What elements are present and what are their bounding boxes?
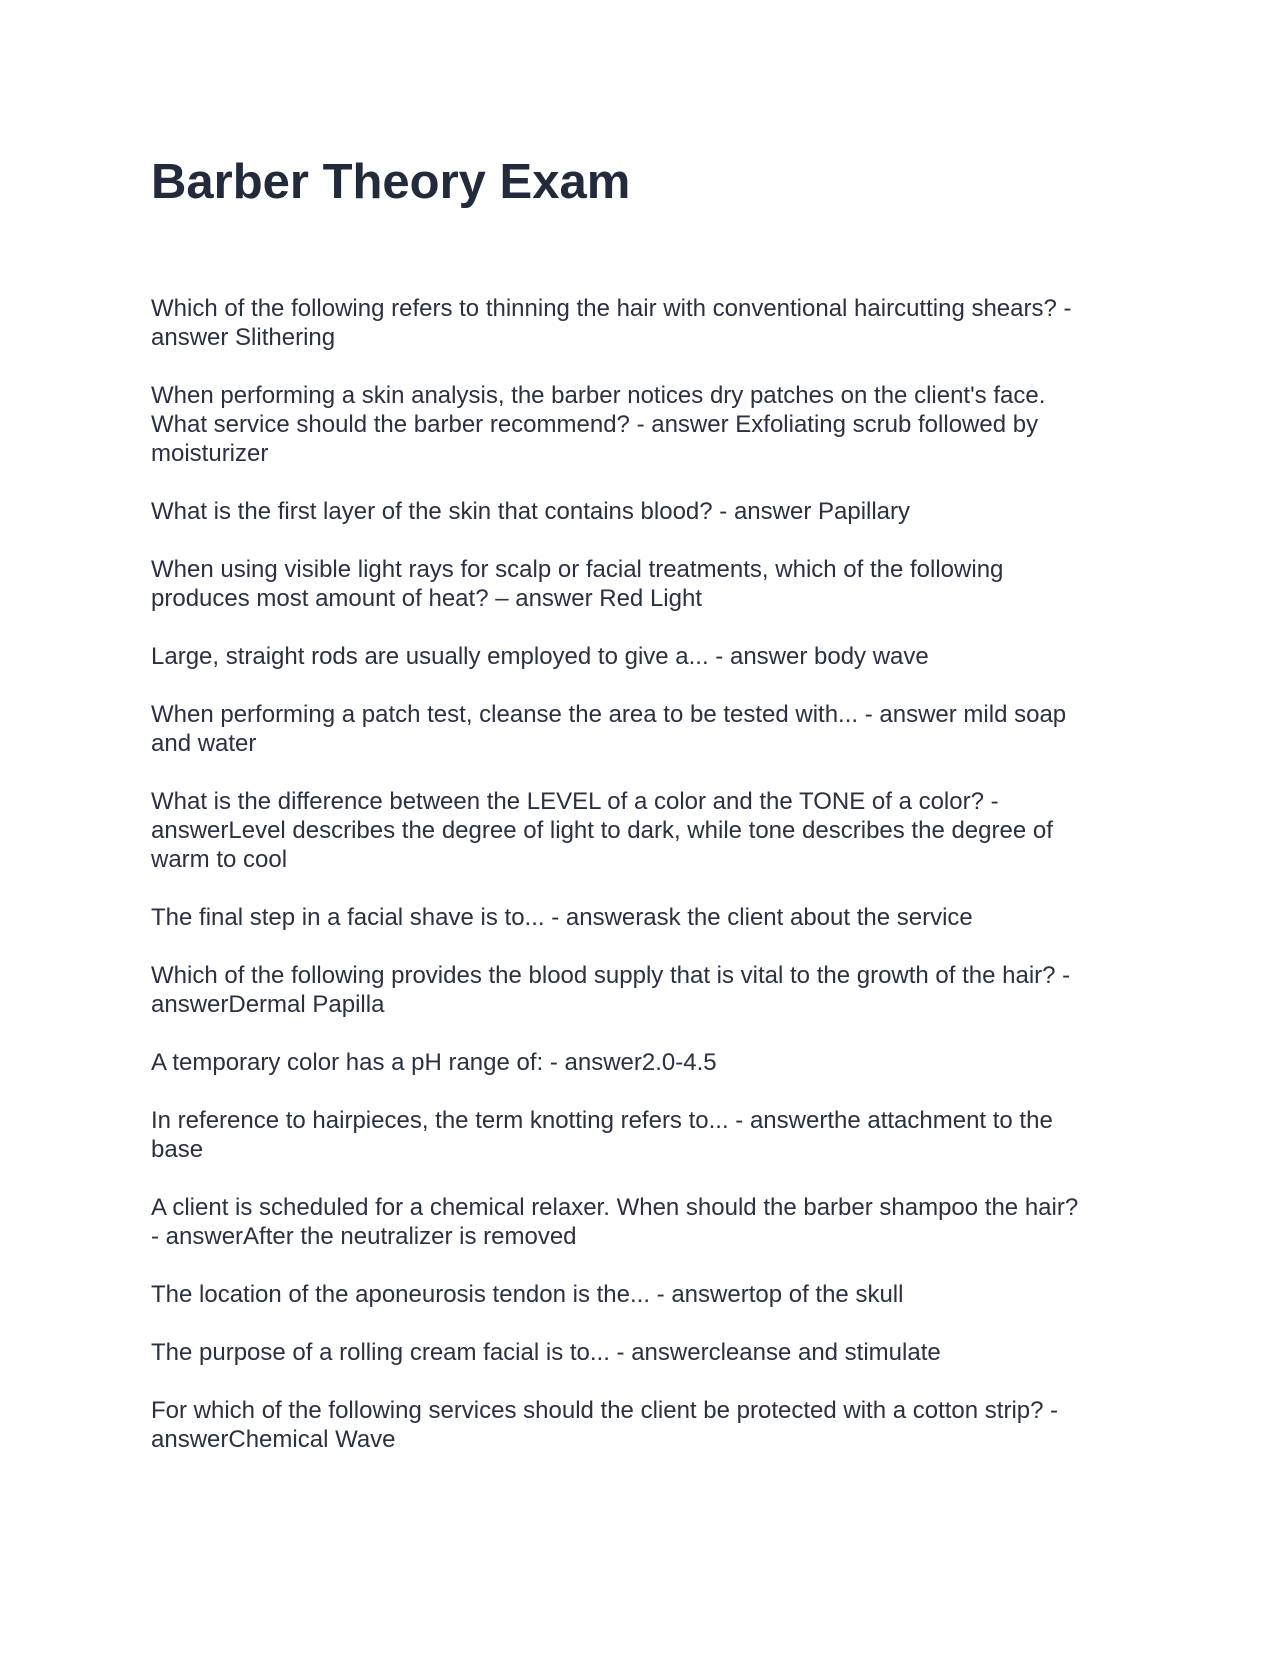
- question-answer-item: When using visible light rays for scalp or facial treatments, which of the following produces most amount of heat? – answer Red Light: [151, 556, 1004, 612]
- question-answer-item: Which of the following provides the blood supply that is vital to the growth of the hair? - answerDermal Papilla: [151, 962, 1071, 1018]
- question-answer-list: [151, 294, 1131, 1483]
- question-answer-item: The final step in a facial shave is to... - answerask the client about the service: [151, 904, 973, 931]
- question-answer-item: In reference to hairpieces, the term knotting refers to... - answerthe attachment to the base: [151, 1107, 1053, 1163]
- question-answer-item: When performing a skin analysis, the barber notices dry patches on the client's face. What service should the barber recommend? - answer Exfoliating scrub followed by moisturizer: [151, 382, 1046, 467]
- question-answer-item: A temporary color has a pH range of: - answer2.0-4.5: [151, 1049, 717, 1076]
- question-answer-item: When performing a patch test, cleanse the area to be tested with... - answer mild soap and water: [151, 701, 1067, 757]
- question-answer-item: Which of the following refers to thinning the hair with conventional haircutting shears? - answer Slithering: [151, 295, 1072, 351]
- question-answer-item: What is the first layer of the skin that contains blood? - answer Papillary: [151, 498, 911, 525]
- question-answer-item: A client is scheduled for a chemical relaxer. When should the barber shampoo the hair? - answerAfter the neutralizer is removed: [151, 1194, 1079, 1250]
- question-answer-item: The purpose of a rolling cream facial is to... - answercleanse and stimulate: [151, 1339, 941, 1366]
- question-answer-item: The location of the aponeurosis tendon is the... - answertop of the skull: [151, 1281, 904, 1308]
- question-answer-item: For which of the following services should the client be protected with a cotton strip? - answerChemical Wave: [151, 1397, 1059, 1453]
- question-answer-item: Large, straight rods are usually employed to give a... - answer body wave: [151, 643, 929, 670]
- question-answer-item: What is the difference between the LEVEL of a color and the TONE of a color? - answerLevel describes the degree of light to dark, while tone describes the degree of warm to cool: [151, 788, 1053, 873]
- page-title: Barber Theory Exam: [151, 155, 631, 209]
